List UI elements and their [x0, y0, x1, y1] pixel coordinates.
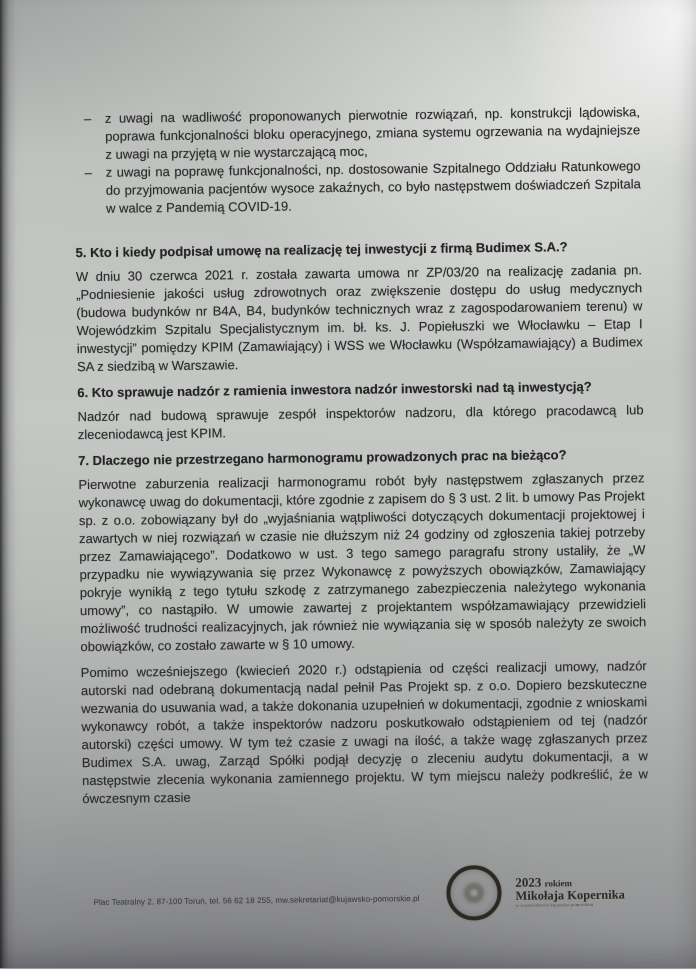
- answer-paragraph: Pierwotne zaburzenia realizacji harmonogramu robót były następstwem zgłaszanych przez wykonawcę uwag do dokumentacji, które zgodnie z zapisem do § 3 ust. 2 lit. b umowy Pas Projekt sp. z o.o. zobowiązany był do „wyjaśniania wątpliwości dotyczących dokumentacji projektowej i zawartych w niej rozwiązań w czasie nie dłuższym niż 24 godziny od zgłoszenia takiej potrzeby przez Zamawiającego”. Dodatkowo w ust. 3 tego samego paragrafu strony ustaliły, że „W przypadku nie wywiązywania się przez Wykonawcę z powyższych obowiązków, Zamawiający pokryje wynikłą z tego tytułu szkodę z zatrzymanego zabezpieczenia należytego wykonania umowy”, co nastąpiło. W umowie zawartej z projektantem współzamawiający przewidzieli możliwość trudności realizacyjnych, jak również nie wywiązania się w sposób należyty ze swoich obowiązków, co zostało zawarte w § 10 umowy.: [78, 470, 647, 655]
- bullet-text: z uwagi na wadliwość proponowanych pierwotnie rozwiązań, np. konstrukcji lądowiska, poprawa funkcjonalności bloku operacyjnego, zmiana systemu ogrzewania na wydajniejsze z uwagi na przyjętą w nie wystarczającą moc,: [104, 104, 641, 162]
- logo-text-block: [515, 876, 625, 909]
- question-6-heading: 6. Kto sprawuje nadzór z ramienia inwestora nadzór inwestorski nad tą inwestycją?: [77, 378, 592, 401]
- dash-marker: –: [84, 164, 92, 181]
- copernicus-emblem-icon: [446, 865, 502, 921]
- dash-marker: –: [83, 110, 92, 127]
- question-7-heading: 7. Dlaczego nie przestrzegano harmonogramu prowadzonych prac na bieżąco?: [78, 447, 567, 469]
- logo-name: Mikołaja Kopernika: [515, 887, 625, 903]
- logo-subtitle: w województwie kujawsko-pomorskim: [515, 901, 594, 908]
- bullet-list: [74, 103, 641, 218]
- answer-paragraph: Nadzór nad budową sprawuje zespół inspektorów nadzoru, dla którego pracodawcą lub zleceniodawcą jest KPIM.: [77, 402, 644, 443]
- logo-year: 2023: [515, 874, 542, 890]
- copernicus-2023-logo: [446, 864, 625, 921]
- page-body: [74, 103, 648, 808]
- footer-contact: Plac Teatralny 2, 87-100 Toruń, tel. 56 62 18 255, mw.sekretariat@kujawsko-pomorskie.pl: [93, 894, 420, 908]
- answer-paragraph: W dniu 30 czerwca 2021 r. została zawarta umowa nr ZP/03/20 na realizację zadania pn. „Podniesienie jakości usług zdrowotnych oraz zwiększenie dostępu do usług medycznych (budowa budynków nr B4A, B4, budynków technicznych wraz z zagospodarowaniem terenu) w Wojewódzkim Szpitalu Specjalistycznym im. bł. ks. J. Popiełuszki we Włocławku – Etap I inwestycji” pomiędzy KPIM (Zamawiający) i WSS we Włocławku (Współzamawiający) a Budimex SA z siedzibą w Warszawie.: [75, 262, 643, 375]
- answer-paragraph: Pomimo wcześniejszego (kwiecień 2020 r.) odstąpienia od części realizacji umowy, nadzór autorski nad odebraną dokumentacją nadal pełnił Pas Projekt sp. z o.o. Dopiero bezskuteczne wezwania do usuwania wad, a także dokonania uzupełnień w dokumentacji, zgodnie z wnioskami wykonawcy robót, a także inspektorów nadzoru poskutkowało odstąpieniem od tej (nadzór autorski) części umowy. W tym też czasie z uwagi na ilość, a także wagę zgłaszanych przez Budimex S.A. uwag, Zarząd Spółki podjął decyzję o zleceniu audytu dokumentacji, a w następstwie zlecenia wykonania zamiennego projektu. W tym miejscu należy podkreślić, że w ówczesnym czasie: [80, 658, 649, 807]
- logo-year-suffix: rokiem: [544, 878, 573, 889]
- bullet-text: z uwagi na poprawę funkcjonalności, np. dostosowanie Szpitalnego Oddziału Ratunkowego do przyjmowania pacjentów wysoce zakaźnych, co było następstwem doświadczeń Szpitala w walce z Pandemią COVID-19.: [105, 158, 641, 216]
- list-item: [74, 103, 641, 164]
- question-5-heading: 5. Kto i kiedy podpisał umowę na realizację tej inwestycji z firmą Budimex S.A.?: [75, 239, 568, 261]
- list-item: [75, 157, 642, 218]
